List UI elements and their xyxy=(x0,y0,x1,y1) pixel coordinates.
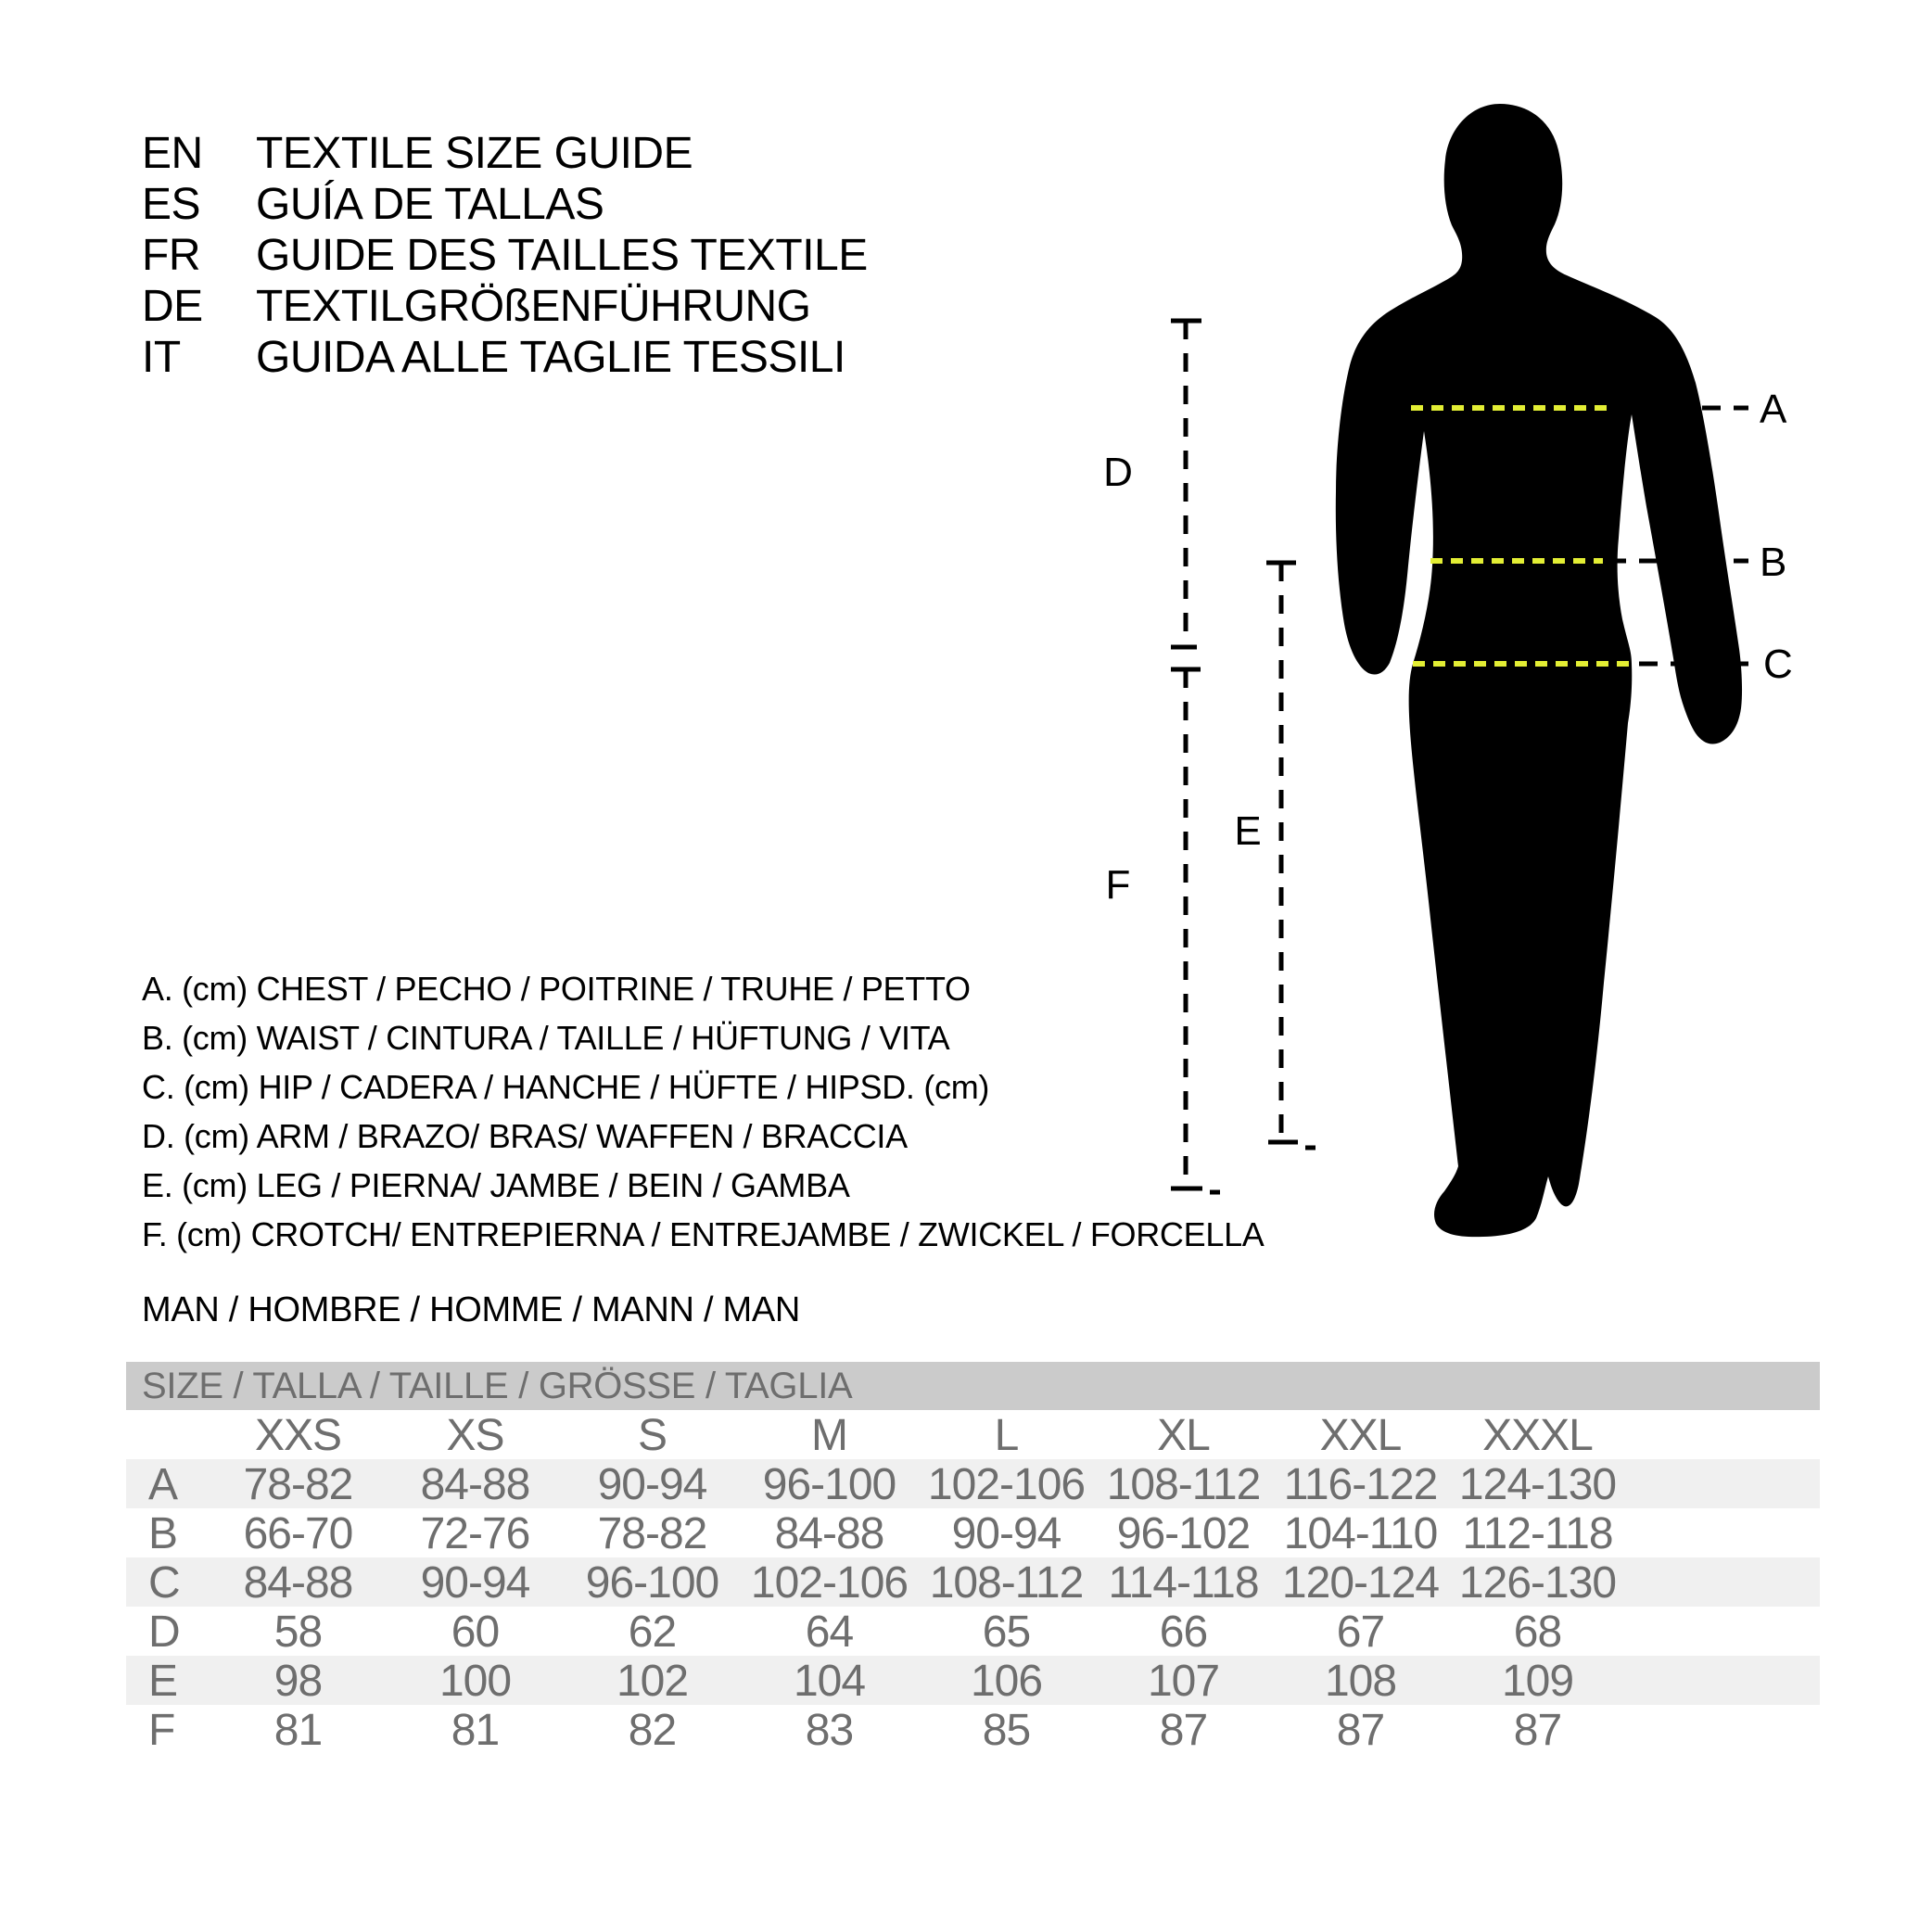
size-cell: 102-106 xyxy=(750,1558,909,1608)
table-column-header-row xyxy=(126,1410,1820,1459)
size-cell: 100 xyxy=(439,1657,512,1706)
size-cell: 82 xyxy=(628,1706,677,1755)
size-cell: 116-122 xyxy=(1283,1460,1438,1509)
man-silhouette xyxy=(1336,104,1742,1237)
measure-label-d: D xyxy=(1103,450,1133,495)
measure-label-a: A xyxy=(1760,387,1787,432)
size-cell: 106 xyxy=(970,1657,1043,1706)
table-header-bar: SIZE / TALLA / TAILLE / GRÖSSE / TAGLIA xyxy=(126,1362,1820,1410)
row-label: A xyxy=(148,1460,178,1509)
table-row-e xyxy=(126,1656,1820,1705)
size-cell: 68 xyxy=(1513,1608,1562,1657)
size-cell: 84-88 xyxy=(774,1509,884,1558)
size-cell: 102 xyxy=(616,1657,689,1706)
measure-label-b: B xyxy=(1760,540,1787,585)
legend-line-arm: D. (cm) ARM / BRAZO/ BRAS/ WAFFEN / BRACCIA xyxy=(142,1116,908,1155)
legend-line-chest: A. (cm) CHEST / PECHO / POITRINE / TRUHE / PETTO xyxy=(142,969,971,1008)
size-cell: 87 xyxy=(1513,1706,1562,1755)
size-cell: 96-100 xyxy=(585,1558,719,1608)
row-label: F xyxy=(148,1706,175,1755)
size-cell: 62 xyxy=(628,1608,677,1657)
size-cell: 112-118 xyxy=(1462,1509,1613,1558)
language-code: IT xyxy=(142,333,181,382)
col-header: XXL xyxy=(1319,1411,1402,1460)
col-header: XXXL xyxy=(1482,1411,1593,1460)
legend-line-waist: B. (cm) WAIST / CINTURA / TAILLE / HÜFTUNG / VITA xyxy=(142,1018,950,1057)
table-row-b xyxy=(126,1508,1820,1557)
size-cell: 90-94 xyxy=(597,1460,707,1509)
size-cell: 109 xyxy=(1501,1657,1574,1706)
size-cell: 98 xyxy=(273,1657,323,1706)
size-cell: 126-130 xyxy=(1458,1558,1617,1608)
size-cell: 58 xyxy=(273,1608,323,1657)
language-title: GUÍA DE TALLAS xyxy=(256,180,604,229)
size-cell: 87 xyxy=(1336,1706,1385,1755)
arm-measure-line-d xyxy=(1171,321,1201,647)
size-cell: 102-106 xyxy=(927,1460,1086,1509)
size-cell: 81 xyxy=(273,1706,323,1755)
legend-line-hip: C. (cm) HIP / CADERA / HANCHE / HÜFTE / HIPSD. (cm) xyxy=(142,1067,990,1106)
language-title: GUIDA ALLE TAGLIE TESSILI xyxy=(256,333,845,382)
table-row-c xyxy=(126,1557,1820,1607)
size-cell: 84-88 xyxy=(420,1460,530,1509)
size-cell: 114-118 xyxy=(1108,1558,1259,1608)
size-cell: 96-100 xyxy=(762,1460,896,1509)
col-header: L xyxy=(994,1411,1019,1460)
table-row-d xyxy=(126,1607,1820,1656)
table-row-a xyxy=(126,1459,1820,1508)
size-cell: 60 xyxy=(451,1608,500,1657)
size-cell: 66-70 xyxy=(243,1509,353,1558)
size-cell: 108-112 xyxy=(1106,1460,1261,1509)
audience-line: MAN / HOMBRE / HOMME / MANN / MAN xyxy=(142,1290,801,1329)
row-label: B xyxy=(148,1509,178,1558)
col-header: M xyxy=(811,1411,847,1460)
legend-line-crotch: F. (cm) CROTCH/ ENTREPIERNA / ENTREJAMBE / ZWICKEL / FORCELLA xyxy=(142,1214,1265,1253)
col-header: XS xyxy=(446,1411,504,1460)
col-header: XL xyxy=(1157,1411,1210,1460)
size-table xyxy=(126,1362,1820,1754)
language-title: TEXTILE SIZE GUIDE xyxy=(256,129,693,178)
language-code: ES xyxy=(142,180,201,229)
language-code: FR xyxy=(142,231,200,280)
measurement-legend xyxy=(142,964,1265,1259)
size-cell: 66 xyxy=(1159,1608,1208,1657)
size-cell: 90-94 xyxy=(951,1509,1061,1558)
size-cell: 96-102 xyxy=(1116,1509,1251,1558)
size-cell: 90-94 xyxy=(420,1558,530,1608)
legend-line-leg: E. (cm) LEG / PIERNA/ JAMBE / BEIN / GAMBA xyxy=(142,1165,850,1204)
size-cell: 67 xyxy=(1336,1608,1385,1657)
measure-label-e: E xyxy=(1234,808,1262,854)
measure-label-f: F xyxy=(1105,862,1131,908)
language-title: TEXTILGRÖßENFÜHRUNG xyxy=(256,282,811,331)
size-cell: 83 xyxy=(805,1706,854,1755)
size-cell: 78-82 xyxy=(597,1509,707,1558)
size-cell: 120-124 xyxy=(1281,1558,1440,1608)
language-code: DE xyxy=(142,282,203,331)
size-cell: 84-88 xyxy=(243,1558,353,1608)
size-cell: 104 xyxy=(793,1657,866,1706)
row-label: E xyxy=(148,1657,178,1706)
size-cell: 124-130 xyxy=(1458,1460,1617,1509)
row-label: D xyxy=(148,1608,180,1657)
size-cell: 87 xyxy=(1159,1706,1208,1755)
leg-measure-line-e xyxy=(1266,563,1316,1148)
size-cell: 107 xyxy=(1147,1657,1220,1706)
language-code: EN xyxy=(142,129,203,178)
col-header: S xyxy=(637,1411,667,1460)
measure-label-c: C xyxy=(1763,642,1793,687)
row-label: C xyxy=(148,1558,180,1608)
size-cell: 78-82 xyxy=(243,1460,353,1509)
size-cell: 104-110 xyxy=(1283,1509,1438,1558)
size-cell: 64 xyxy=(805,1608,854,1657)
size-cell: 85 xyxy=(982,1706,1031,1755)
size-cell: 65 xyxy=(982,1608,1031,1657)
size-cell: 108 xyxy=(1324,1657,1397,1706)
size-cell: 72-76 xyxy=(420,1509,530,1558)
language-title: GUIDE DES TAILLES TEXTILE xyxy=(256,231,868,280)
size-cell: 81 xyxy=(451,1706,500,1755)
col-header: XXS xyxy=(254,1411,342,1460)
table-row-f xyxy=(126,1705,1820,1754)
size-cell: 108-112 xyxy=(929,1558,1084,1608)
